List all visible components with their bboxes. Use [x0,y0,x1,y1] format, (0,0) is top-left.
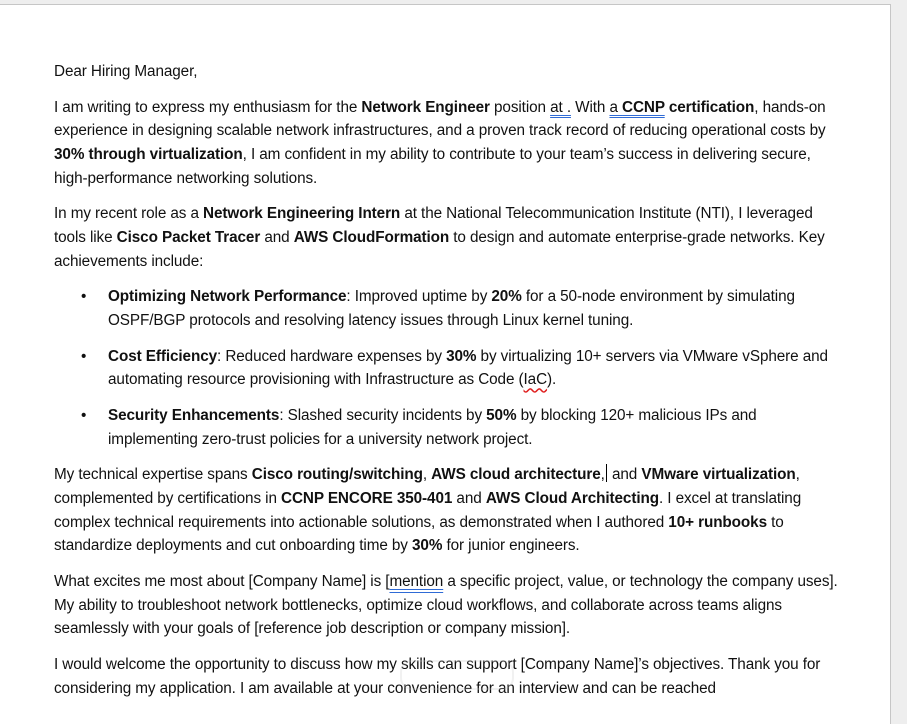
document-page [0,4,891,724]
salutation: Dear Hiring Manager, [54,63,198,80]
spelling-error[interactable]: IaC [523,371,548,389]
paragraph-closing: I would welcome the opportunity to discuss how my skills can support [Company Name]’s objectives. Thank you for considering my application. I am available at your convenience for an interview and can be reached [54,655,821,697]
achievements-list [54,285,844,451]
paragraph-experience: In my recent role as a Network Engineering Intern at the National Telecommunication Institute (NTI), I leveraged tools like Cisco Packet Tracer and AWS CloudFormation to design and automate enterprise-grade networks. Key achievements include: [54,205,825,270]
grammar-suggestion[interactable]: at . [550,98,571,116]
paragraph-intro: I am writing to express my enthusiasm for the Network Engineer position at . With a CCNP certification, hands-on experience in designing scalable network infrastructures, and a proven track record of reducing operational costs by 30% through virtualization, I am confident in my ability to contribute to your team’s success in delivering secure, high-performance networking solutions. [54,98,826,187]
paragraph-expertise: My technical expertise spans Cisco routing/switching, AWS cloud architecture, and VMware virtualization, complemented by certifications in CCNP ENCORE 350-401 and AWS Cloud Architecting. I excel at translating complex technical requirements into actionable solutions, as demonstrated when I authored 10+ runbooks to standardize deployments and cut onboarding time by 30% for junior engineers. [54,466,802,555]
paragraph-motivation: What excites me most about [Company Name] is [mention a specific project, value, or technology the company uses]. My ability to troubleshoot network bottlenecks, optimize cloud workflows, and collaborate across teams aligns seamlessly with your goals of [reference job description or company mission]. [54,573,838,638]
grammar-suggestion[interactable]: a CCNP [609,98,665,116]
text-cursor [606,464,607,482]
document-body[interactable] [54,60,844,712]
list-item: • Optimizing Network Performance: Improved uptime by 20% for a 50-node environment by simulating OSPF/BGP protocols and resolving latency issues through Linux kernel tuning. [108,285,844,332]
list-item: • Cost Efficiency: Reduced hardware expenses by 30% by virtualizing 10+ servers via VMware vSphere and automating resource provisioning with Infrastructure as Code (IaC). [108,345,844,392]
grammar-suggestion[interactable]: mention [389,573,444,590]
watermark-logo [400,660,514,690]
list-item: • Security Enhancements: Slashed security incidents by 50% by blocking 120+ malicious IPs and implementing zero-trust policies for a university network project. [108,404,844,451]
